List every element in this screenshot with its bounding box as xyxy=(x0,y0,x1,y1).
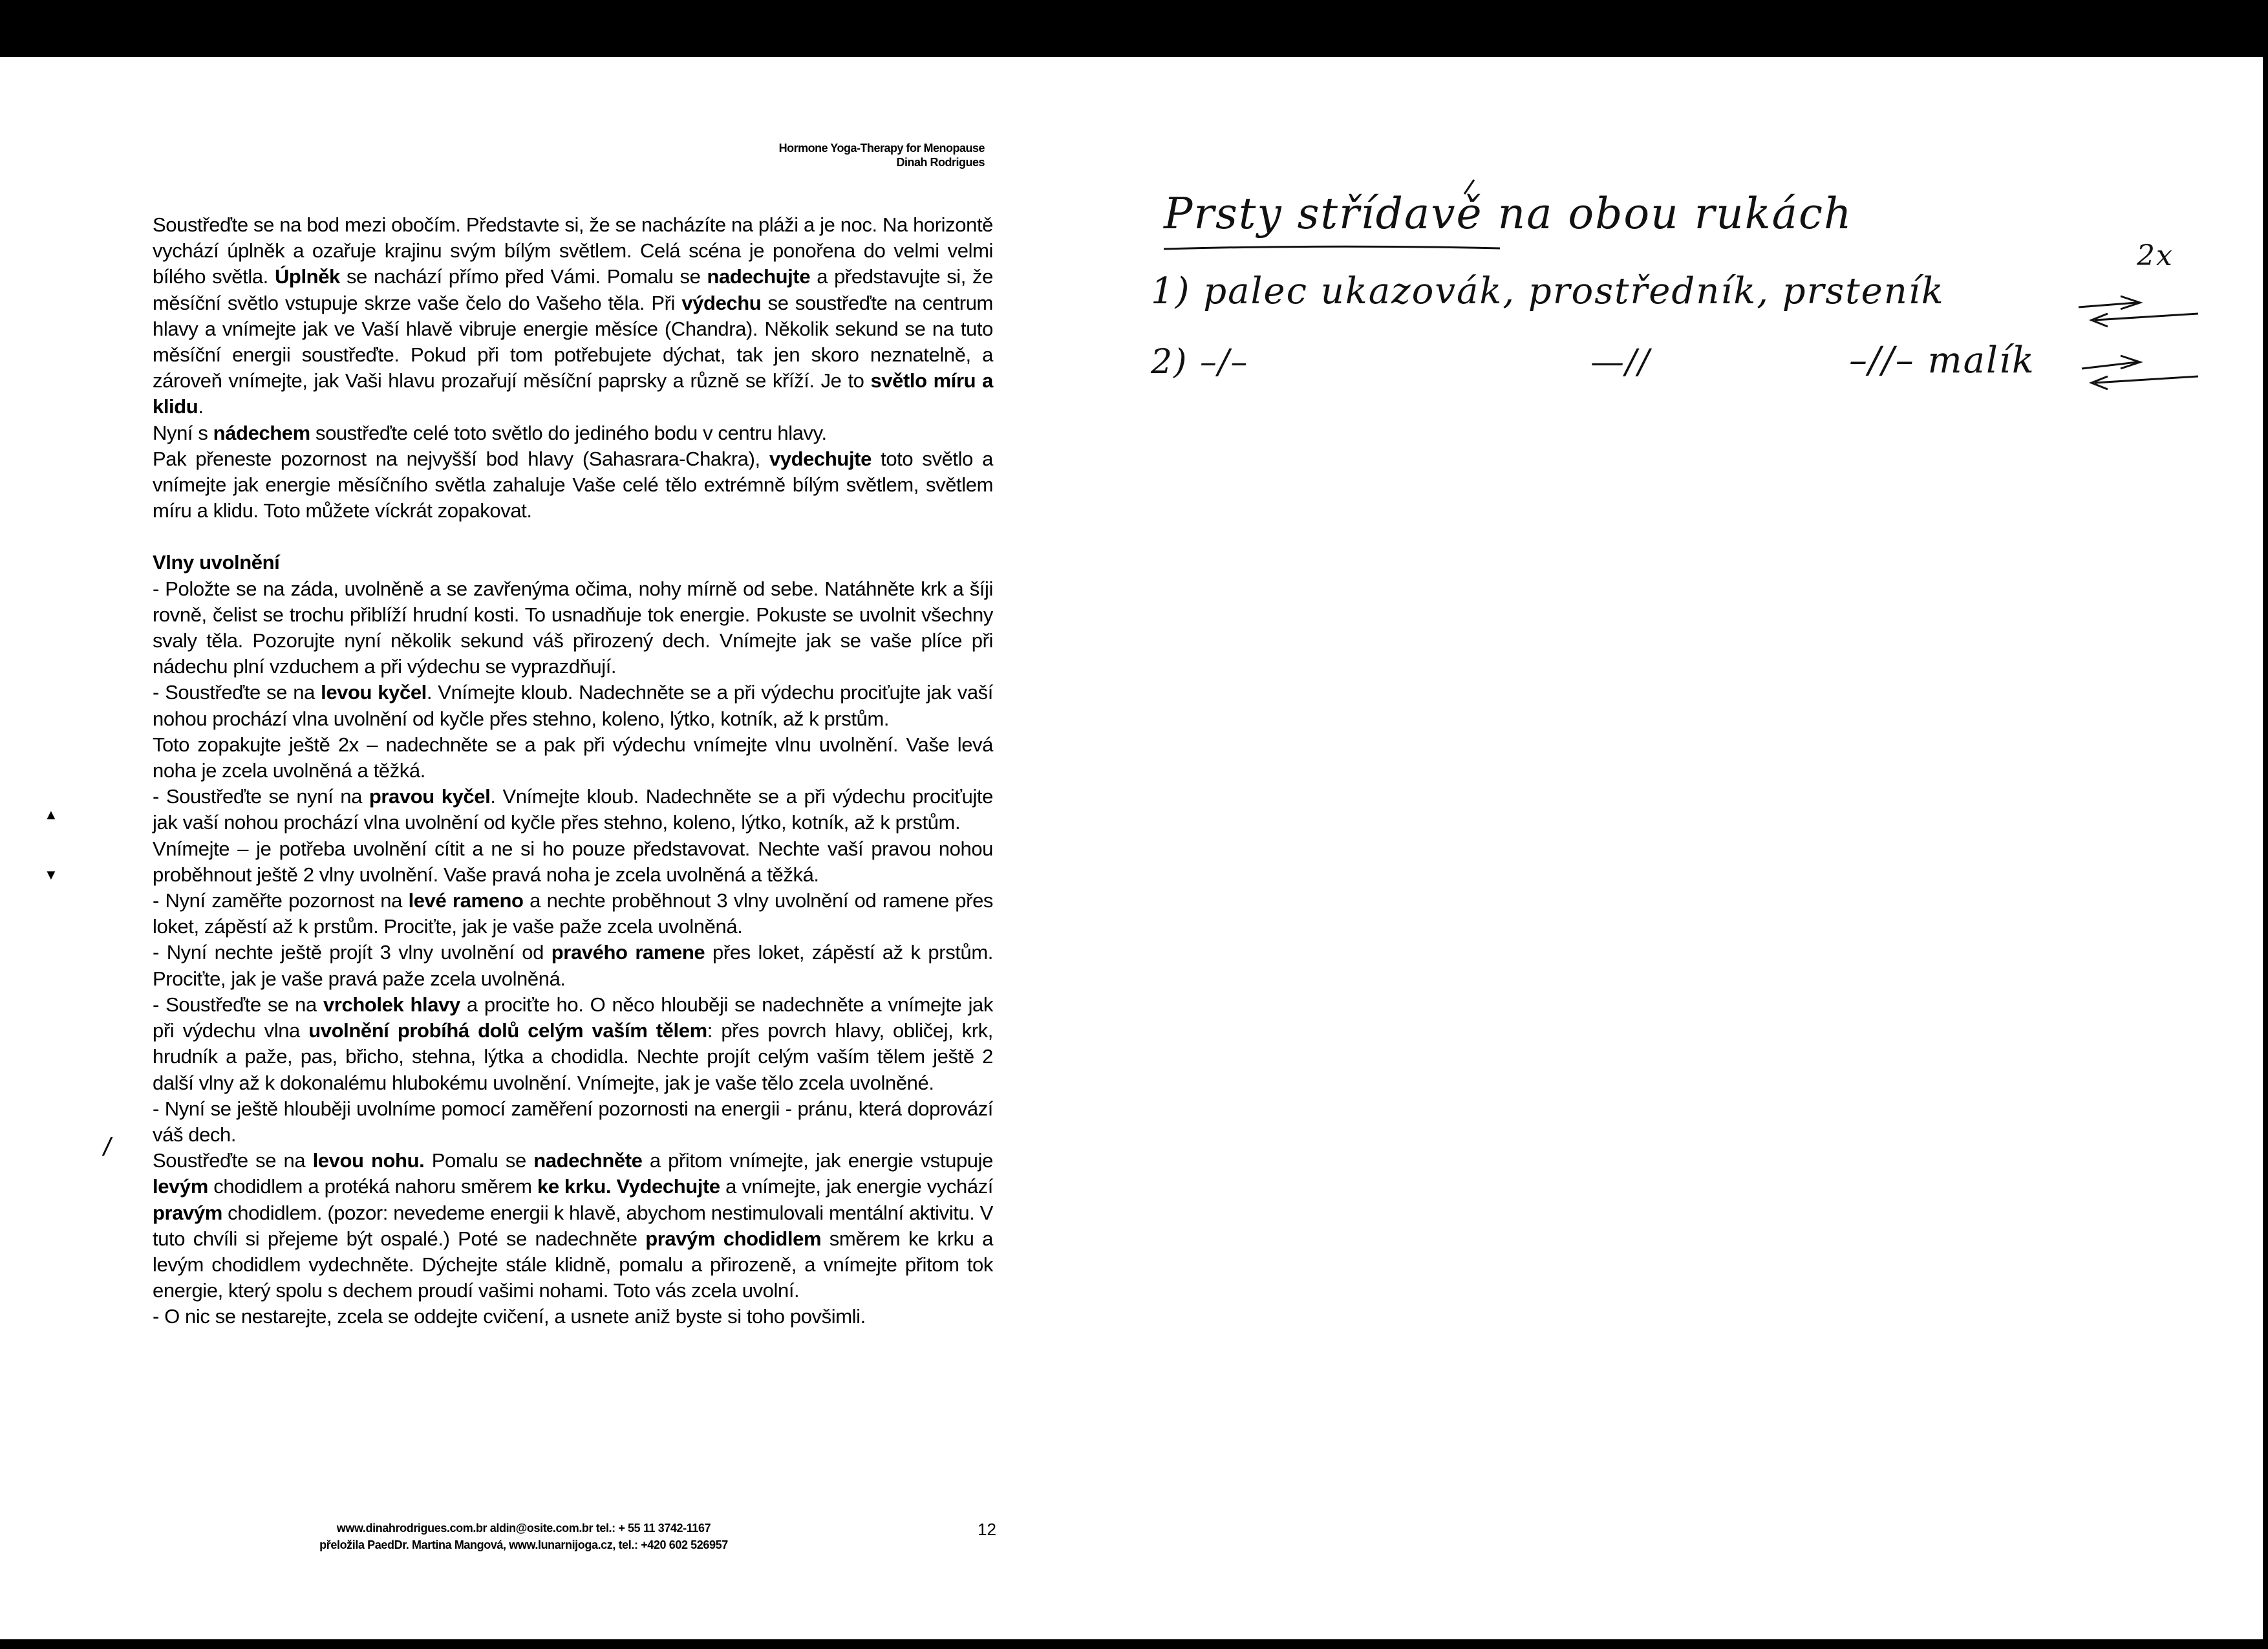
text-run: . Vnímejte kloub. Nadechněte se a při výdechu prociťujte jak vaší nohou prochází vlna uvolnění od kyčle přes stehno, koleno, lýtko, kotník, až k prstům. xyxy=(153,681,993,730)
text-run: - Soustřeďte se na xyxy=(153,993,323,1016)
note-line-2-end: –//– malík xyxy=(1849,339,2035,382)
footer-translator: přeložila PaedDr. Martina Mangová, www.lunarnijoga.cz, tel.: +420 602 526957 xyxy=(319,1538,728,1551)
margin-mark-slash: / xyxy=(103,1133,111,1161)
running-header xyxy=(779,141,985,169)
text-run: se soustřeďte na centrum hlavy a vnímejte jak ve Vaší hlavě vibruje energie měsíce (Chandra). Několik sekund se na tuto měsíční energii soustřeďte. Pokud při tom potřebujete dýchat, tak jen skoro neznatelně, a zároveň vnímejte, jak Vaši hlavu prozařují měsíční paprsky a různě se kříží. Je to xyxy=(153,291,993,393)
text-run: Soustřeďte se na xyxy=(153,1149,313,1172)
text-run: . Vnímejte kloub. Nadechněte se a při výdechu prociťujte jak vaší nohou prochází vlna uvolnění od kyčle přes stehno, koleno, lýtko, kotník, až k prstům. xyxy=(153,785,993,834)
note-line-1: 1) palec ukazovák, prostředník, prsteník xyxy=(1151,270,1945,312)
text-run: Pomalu se xyxy=(424,1149,534,1172)
paragraph xyxy=(153,420,993,446)
page-number: 12 xyxy=(978,1520,996,1539)
paragraph xyxy=(153,680,993,731)
text-run: a nechte proběhnout 3 vlny uvolnění od ramene přes loket, zápěstí až k prstům. Prociťte, jak je vaše paže zcela uvolněná. xyxy=(153,889,994,938)
paragraph xyxy=(153,836,993,888)
bold-run: nádechem xyxy=(213,421,310,444)
margin-mark-down-icon: ▼ xyxy=(44,867,58,883)
bold-run: vrcholek hlavy xyxy=(323,993,460,1016)
document-body xyxy=(153,212,993,1330)
scan-right-border xyxy=(2263,57,2268,1639)
note-line-2-start: 2) –/– xyxy=(1151,343,1249,382)
note-heading: Prsty střídavě na obou rukách xyxy=(1164,189,1853,239)
text-run: - O nic se nestarejte, zcela se oddejte cvičení, a usnete aniž byste si toho povšimli. xyxy=(153,1305,866,1328)
bold-run: uvolnění probíhá dolů celým vaším tělem xyxy=(308,1019,707,1042)
paragraph xyxy=(153,446,993,524)
paragraph xyxy=(153,1304,993,1330)
note-line-2-middle: —// xyxy=(1590,343,1651,382)
paragraph xyxy=(153,212,993,420)
text-run: . xyxy=(198,395,204,418)
text-run: - Soustřeďte se na xyxy=(153,681,321,704)
bold-run: nadechněte xyxy=(533,1149,643,1172)
scan-bottom-border xyxy=(0,1639,2268,1649)
text-run: Vnímejte – je potřeba uvolnění cítit a ne si ho pouze představovat. Nechte vaší pravou nohou proběhnout ještě 2 vlny uvolnění. Vaše pravá noha je zcela uvolněná a těžká. xyxy=(153,837,993,886)
text-run: - Nyní se ještě hlouběji uvolníme pomocí zaměření pozornosti na energii - pránu, která doprovází váš dech. xyxy=(153,1097,993,1146)
text-run: přes loket, zápěstí až k prstům. Prociťte, jak je vaše pravá paže zcela uvolněná. xyxy=(153,941,993,990)
paragraph xyxy=(153,940,993,991)
text-run: a přitom vnímejte, jak energie vstupuje xyxy=(642,1149,993,1172)
text-run: soustřeďte celé toto světlo do jediného bodu v centru hlavy. xyxy=(310,421,827,444)
paragraph xyxy=(153,1148,993,1304)
text-run: chodidlem. (pozor: nevedeme energii k hlavě, abychom nestimulovali mentální aktivitu. V tuto chvíli si přejeme být ospalé.) Poté se nadechněte xyxy=(153,1201,993,1250)
text-run: Pak přeneste pozornost na nejvyšší bod hlavy (Sahasrara-Chakra), xyxy=(153,447,769,470)
text-run: a prociťte ho. O něco hlouběji se nadechněte a vnímejte jak při výdechu vlna xyxy=(153,993,993,1042)
paragraph xyxy=(153,732,993,784)
bold-run: Vydechujte xyxy=(616,1175,720,1198)
header-author: Dinah Rodrigues xyxy=(896,156,985,169)
text-run: Soustřeďte se na bod mezi obočím. Představte si, že se nacházíte na pláži a je noc. Na horizontě vychází úplněk a ozařuje krajinu svým bílým světlem. Celá scéna je ponořena do velmi velmi bílého světla. xyxy=(153,213,993,288)
bold-run: pravou kyčel xyxy=(369,785,491,808)
paragraph xyxy=(153,1096,993,1148)
text-run: - Nyní zaměřte pozornost na xyxy=(153,889,409,912)
bold-run: pravým chodidlem xyxy=(645,1227,822,1250)
bold-run: Úplněk xyxy=(274,265,340,288)
text-run xyxy=(611,1175,616,1198)
bold-run: vydechujte xyxy=(769,447,872,470)
text-run: - Nyní nechte ještě projít 3 vlny uvolnění od xyxy=(153,941,551,964)
header-title: Hormone Yoga-Therapy for Menopause xyxy=(778,142,985,155)
text-run: chodidlem a protéká nahoru směrem xyxy=(208,1175,537,1198)
paragraph xyxy=(153,888,993,940)
bold-run: levou kyčel xyxy=(321,681,427,704)
bold-run: pravým xyxy=(153,1201,222,1224)
text-run: - Soustřeďte se nyní na xyxy=(153,785,369,808)
paragraph xyxy=(153,784,993,835)
text-run: se nachází přímo před Vámi. Pomalu se xyxy=(339,265,707,288)
bold-run: ke krku. xyxy=(537,1175,612,1198)
scan-top-border xyxy=(0,0,2268,57)
text-run: Nyní s xyxy=(153,421,213,444)
handwritten-notes xyxy=(1138,175,2237,420)
paragraph xyxy=(153,992,993,1096)
text-run: Toto zopakujte ještě 2x – nadechněte se a pak při výdechu vnímejte vlnu uvolnění. Vaše levá noha je zcela uvolněná a těžká. xyxy=(153,733,993,782)
paragraph-spacer xyxy=(153,524,993,550)
note-2x: 2x xyxy=(2137,239,2174,272)
bold-run: levou nohu. xyxy=(312,1149,425,1172)
bold-run: světlo míru a klidu xyxy=(153,369,993,418)
text-run: směrem ke krku a levým chodidlem vydechněte. Dýchejte stále klidně, pomalu a přirozeně, a vnímejte přitom tok energie, který spolu s dechem proudí vašimi nohami. Toto vás zcela uvolní. xyxy=(153,1227,993,1302)
page-footer xyxy=(233,1520,815,1553)
bold-run: Vlny uvolnění xyxy=(153,551,280,574)
bold-run: výdechu xyxy=(681,291,762,314)
text-run: toto světlo a vnímejte jak energie měsíčního světla zahaluje Vaše celé tělo extrémně bílým světlem, světlem míru a klidu. Toto můžete víckrát zopakovat. xyxy=(153,447,994,523)
margin-mark-up-icon: ▲ xyxy=(44,806,58,823)
text-run: - Položte se na záda, uvolněně a se zavřenýma očima, nohy mírně od sebe. Natáhněte krk a šíji rovně, čelist se trochu přiblíží hrudní kosti. To usnadňuje tok energie. Pokuste se uvolnit všechny svaly těla. Pozorujte nyní několik sekund váš přirozený dech. Vnímejte jak se vaše plíce při nádechu plní vzduchem a při výdechu se vyprazdňují. xyxy=(153,577,993,678)
text-run: a představujte si, že měsíční světlo vstupuje skrze vaše čelo do Vašeho těla. Při xyxy=(153,265,993,314)
text-run: a vnímejte, jak energie vychází xyxy=(720,1175,993,1198)
text-run: : přes povrch hlavy, obličej, krk, hrudník a paže, pas, břicho, stehna, lýtka a chodidla. Nechte projít celým vaším tělem ještě 2 další vlny až k dokonalému hlubokému uvolnění. Vnímejte, jak je vaše tělo zcela uvolněné. xyxy=(153,1019,993,1094)
footer-contact: www.dinahrodrigues.com.br aldin@osite.com.br tel.: + 55 11 3742-1167 xyxy=(336,1522,711,1535)
bold-run: levé rameno xyxy=(408,889,524,912)
bold-run: nadechujte xyxy=(707,265,811,288)
bold-run: pravého ramene xyxy=(551,941,705,964)
paragraph xyxy=(153,576,993,680)
paragraph xyxy=(153,550,993,576)
bold-run: levým xyxy=(153,1175,208,1198)
